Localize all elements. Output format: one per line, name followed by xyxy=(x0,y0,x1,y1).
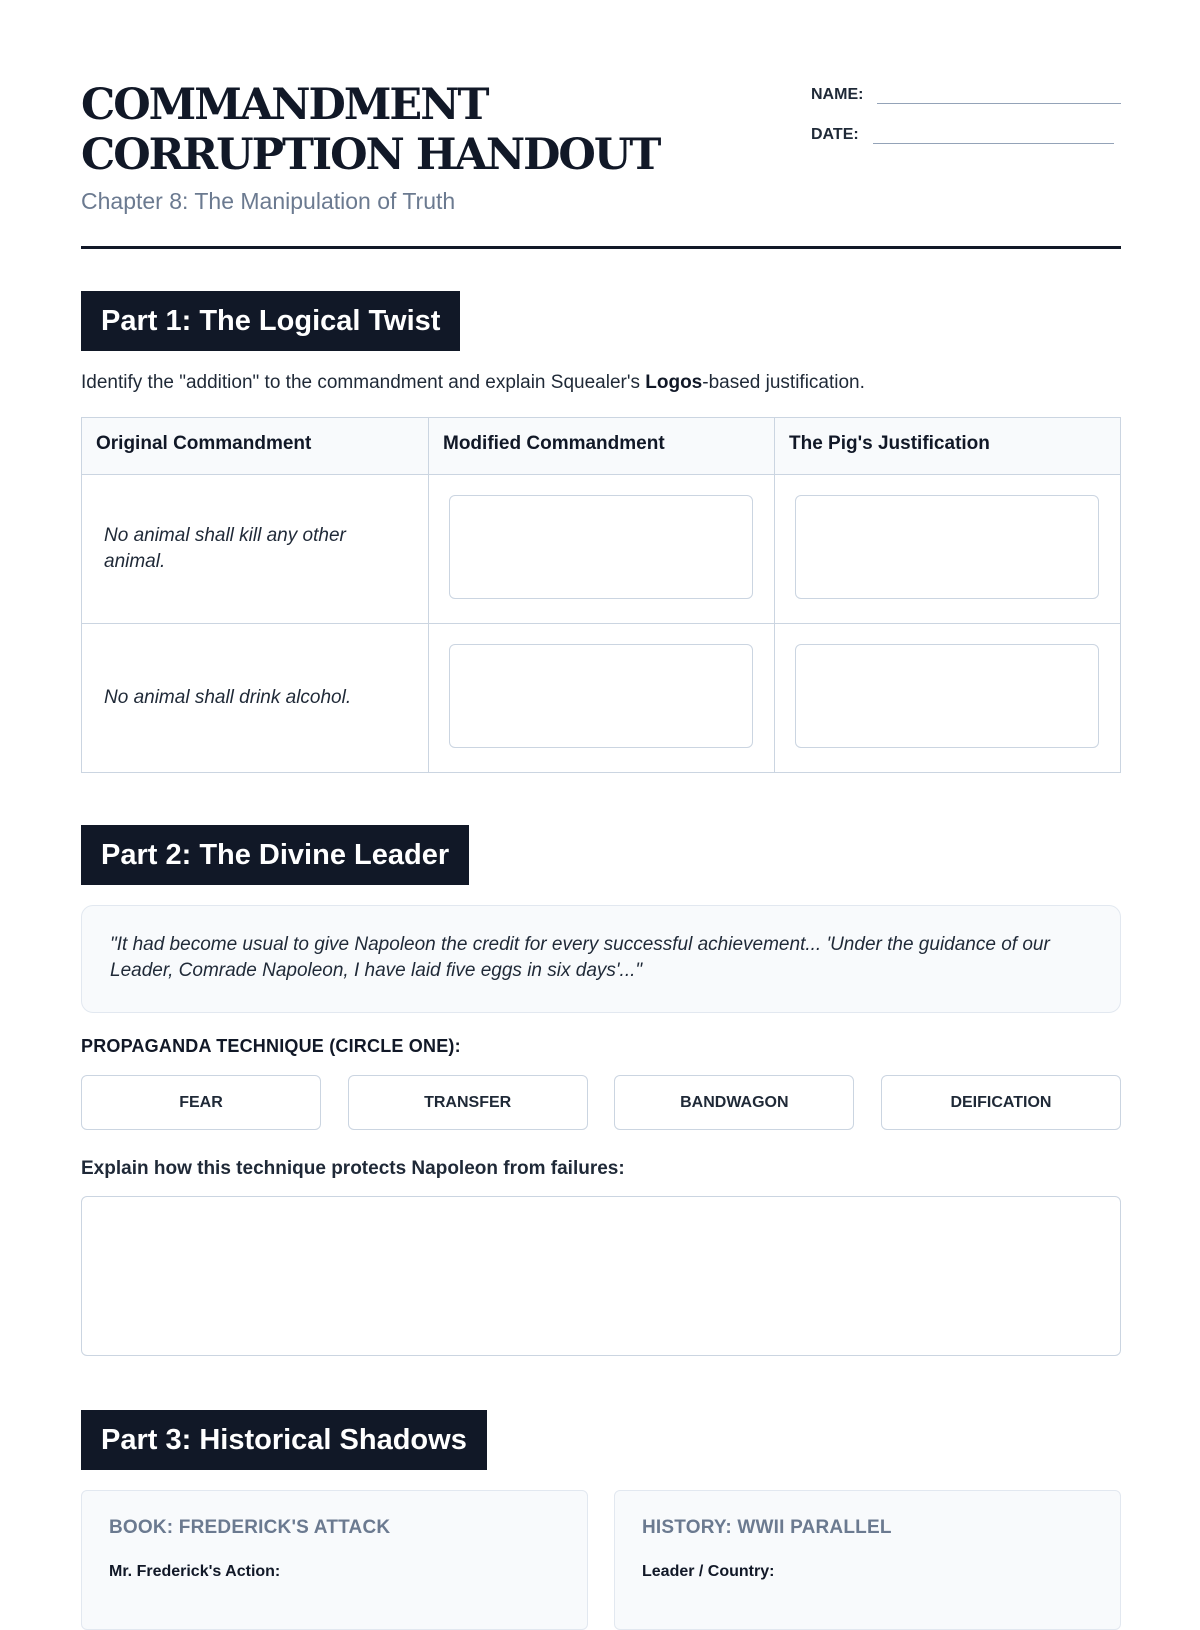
table-row xyxy=(82,475,1120,624)
justification-cell xyxy=(775,624,1119,772)
technique-options xyxy=(81,1075,1121,1130)
modified-commandment-answer-box[interactable] xyxy=(449,495,753,599)
instructions-bold-term: Logos xyxy=(645,372,703,393)
date-field[interactable] xyxy=(873,129,1114,144)
header-divider xyxy=(81,246,1121,249)
instructions-text-end: -based justification. xyxy=(702,372,865,393)
commandment-table xyxy=(81,417,1121,773)
book-card-title: BOOK: FREDERICK'S ATTACK xyxy=(109,1517,391,1538)
option-fear[interactable]: FEAR xyxy=(81,1075,321,1130)
handout-header xyxy=(81,0,1121,250)
explain-label: Explain how this technique protects Napoleon from failures: xyxy=(81,1158,625,1179)
quote-box xyxy=(81,905,1121,1013)
justification-answer-box[interactable] xyxy=(795,644,1099,748)
original-commandment-text: No animal shall kill any other animal. xyxy=(104,525,346,572)
student-info xyxy=(811,82,1121,162)
history-card-field-label: Leader / Country: xyxy=(642,1563,775,1580)
quote-text: "It had become usual to give Napoleon the credit for every successful achievement... 'Under the guidance of our Leader, Comrade Napoleon, I have laid five eggs in six days'..." xyxy=(110,934,1050,981)
page-subtitle: Chapter 8: The Manipulation of Truth xyxy=(81,188,456,214)
date-label: DATE: xyxy=(811,126,859,143)
title-line-2: CORRUPTION HANDOUT xyxy=(81,130,660,180)
part1-heading: Part 1: The Logical Twist xyxy=(81,291,460,351)
history-card xyxy=(614,1490,1121,1630)
instructions-text-start: Identify the "addition" to the commandment and explain Squealer's xyxy=(81,372,646,393)
explain-answer-box[interactable] xyxy=(81,1196,1121,1356)
modified-commandment-cell xyxy=(429,475,775,623)
option-transfer[interactable]: TRANSFER xyxy=(348,1075,588,1130)
option-bandwagon[interactable]: BANDWAGON xyxy=(614,1075,854,1130)
table-row xyxy=(82,624,1120,772)
name-label: NAME: xyxy=(811,86,864,103)
column-header-justification: The Pig's Justification xyxy=(789,433,990,454)
part3-heading: Part 3: Historical Shadows xyxy=(81,1410,487,1470)
part2-heading: Part 2: The Divine Leader xyxy=(81,825,469,885)
book-card xyxy=(81,1490,588,1630)
history-card-title: HISTORY: WWII PARALLEL xyxy=(642,1517,892,1538)
handout-page xyxy=(81,0,1121,1580)
original-commandment-cell xyxy=(82,624,429,772)
option-deification[interactable]: DEIFICATION xyxy=(881,1075,1121,1130)
justification-answer-box[interactable] xyxy=(795,495,1099,599)
name-field[interactable] xyxy=(877,89,1121,104)
name-row xyxy=(811,82,1121,104)
original-commandment-cell xyxy=(82,475,429,623)
table-header-row xyxy=(82,418,1120,475)
date-row xyxy=(811,122,1121,144)
part1-instructions xyxy=(81,372,865,394)
historical-cards xyxy=(81,1490,1121,1630)
modified-commandment-answer-box[interactable] xyxy=(449,644,753,748)
column-header-modified: Modified Commandment xyxy=(429,418,775,474)
modified-commandment-cell xyxy=(429,624,775,772)
book-card-field-label: Mr. Frederick's Action: xyxy=(109,1563,281,1580)
technique-label: PROPAGANDA TECHNIQUE (CIRCLE ONE): xyxy=(81,1036,461,1056)
original-commandment-text: No animal shall drink alcohol. xyxy=(104,687,352,708)
page-title xyxy=(81,80,681,180)
title-line-1: COMMANDMENT xyxy=(81,80,488,130)
justification-cell xyxy=(775,475,1119,623)
column-header-original: Original Commandment xyxy=(82,418,429,474)
